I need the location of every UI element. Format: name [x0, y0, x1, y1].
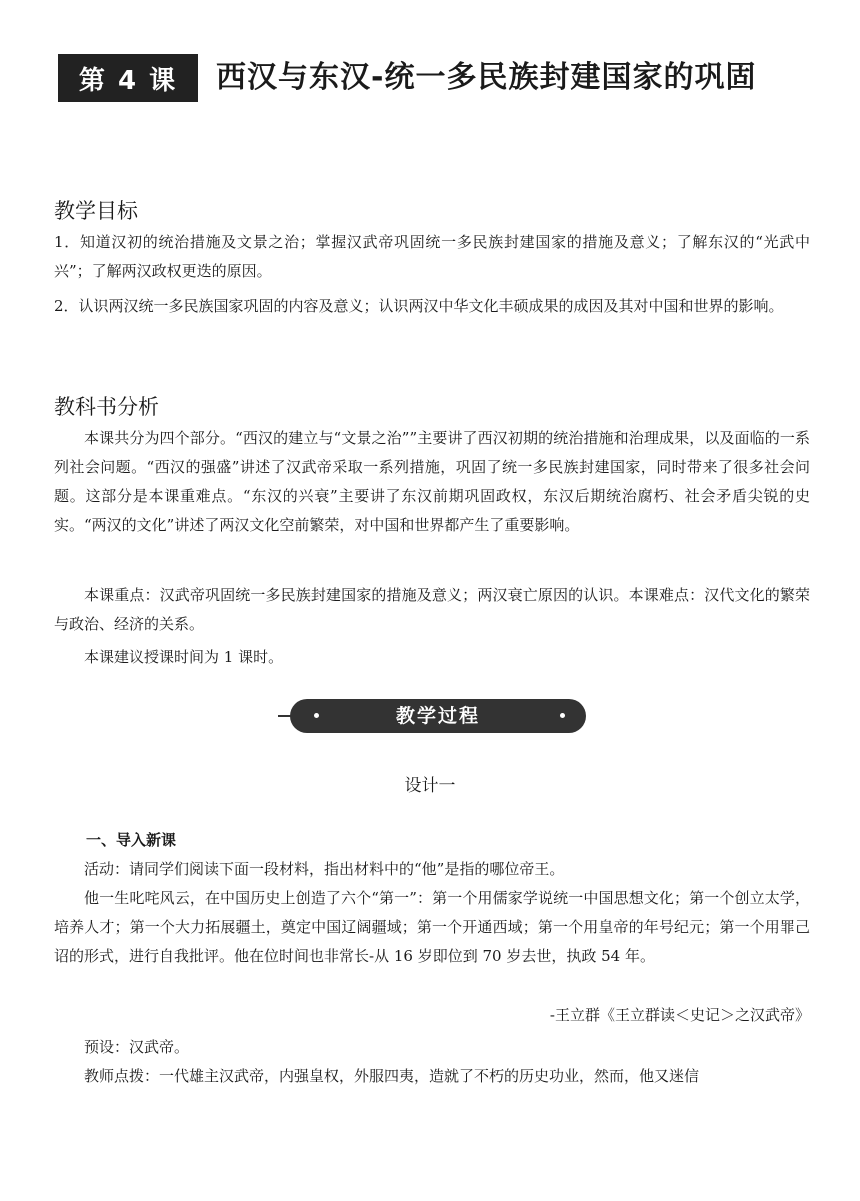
- goal-item-1: 1．知道汉初的统治措施及文景之治；掌握汉武帝巩固统一多民族封建国家的措施及意义；了解东汉的“光武中兴”；了解两汉政权更迭的原因。: [54, 233, 810, 280]
- process-banner: [278, 699, 588, 733]
- material-text: 他一生叱咤风云，在中国历史上创造了六个“第一”：第一个用儒家学说统一中国思想文化；第一个创立太学，培养人才；第一个大力拓展疆土，奠定中国辽阔疆域；第一个开通西域；第一个用皇帝的年号纪元；第一个用罪己诏的形式，进行自我批评。他在位时间也非常长-从 16 岁即位到 70 岁去世，执政 54 年。: [54, 889, 810, 965]
- section-heading: 一、导入新课: [86, 831, 177, 849]
- teacher-note: 教师点拨：一代雄主汉武帝，内强皇权，外服四夷，造就了不朽的历史功业，然而，他又迷信: [84, 1067, 700, 1085]
- activity-text: 活动：请同学们阅读下面一段材料，指出材料中的“他”是指的哪位帝王。: [84, 860, 565, 878]
- analysis-heading: 教科书分析: [54, 395, 159, 419]
- analysis-paragraph: 本课共分为四个部分。“西汉的建立与“文景之治””主要讲了西汉初期的统治措施和治理成果，以及面临的一系列社会问题。“西汉的强盛”讲述了汉武帝采取一系列措施，巩固了统一多民族封建国家，同时带来了很多社会问题。这部分是本课重难点。“东汉的兴衰”主要讲了东汉前期巩固政权，东汉后期统治腐朽、社会矛盾尖锐的史实。“两汉的文化”讲述了两汉文化空前繁荣，对中国和世界都产生了重要影响。: [54, 429, 810, 534]
- design-heading: 设计一: [404, 776, 456, 796]
- goals-heading: 教学目标: [54, 199, 138, 223]
- preset-answer: 预设：汉武帝。: [84, 1038, 190, 1056]
- lesson-badge: 第 4 课: [58, 54, 198, 102]
- goal-item-2: 2．认识两汉统一多民族国家巩固的内容及意义；认识两汉中华文化丰硕成果的成因及其对中国和世界的影响。: [54, 297, 784, 315]
- material-source: -王立群《王立群读＜史记＞之汉武帝》: [549, 1006, 810, 1024]
- process-banner-label: 教学过程: [395, 705, 480, 727]
- analysis-paragraph: 本课建议授课时间为 1 课时。: [84, 648, 284, 666]
- analysis-paragraph: 本课重点：汉武帝巩固统一多民族封建国家的措施及意义；两汉衰亡原因的认识。本课难点：汉代文化的繁荣与政治、经济的关系。: [54, 586, 810, 633]
- page-title: 西汉与东汉-统一多民族封建国家的巩固: [216, 60, 757, 95]
